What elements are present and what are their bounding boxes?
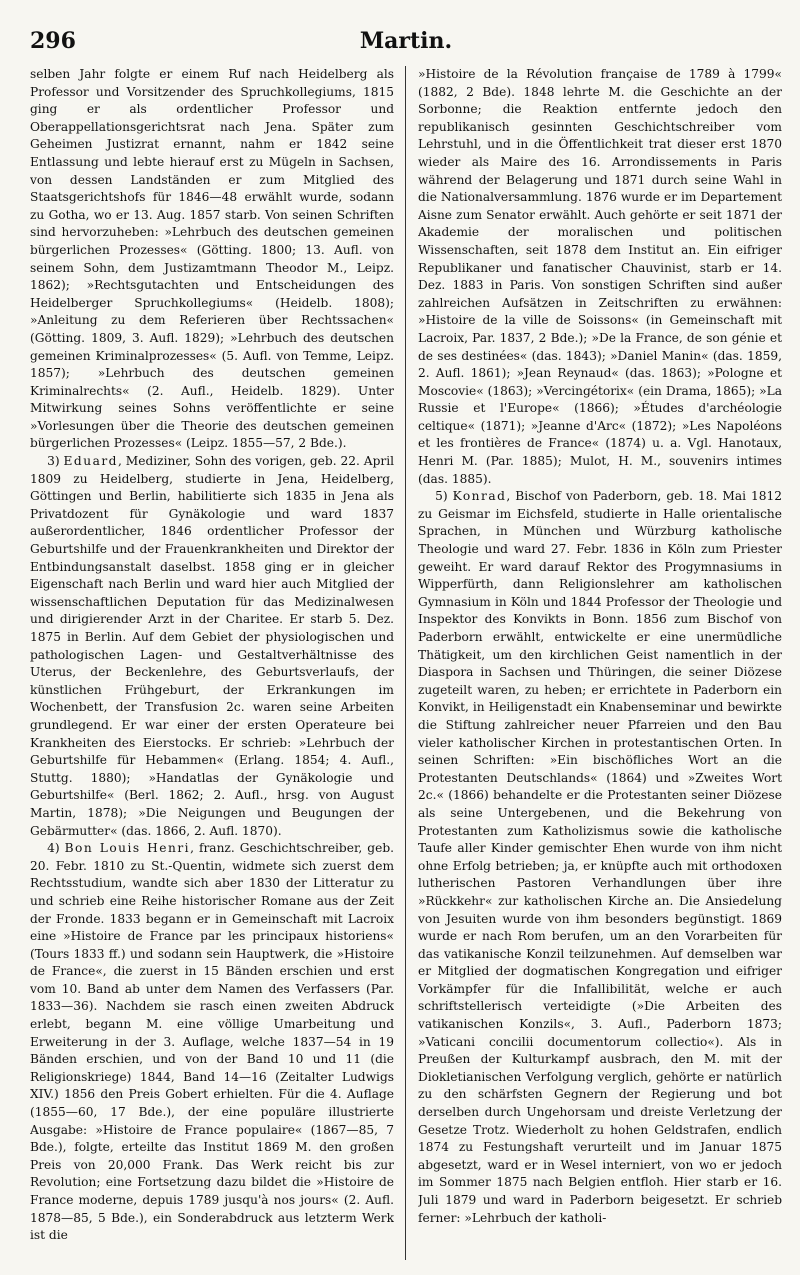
left-column xyxy=(30,66,394,1260)
entry-text: , Mediziner, Sohn des vorigen, geb. 22. April 1809 zu Heidelberg, studierte in Jena, Heidelberg, Göttingen und Berlin, habilitierte sich 1835 in Jena als Privatdozent für Gynäkologie und ward 1837 außerordentlicher, 1846 ordentlicher Professor der Geburtshilfe und der Frauenkrankheiten und Direktor der Entbindungsanstalt daselbst. 1858 ging er in gleicher Eigenschaft nach Berlin und ward hier auch Mitglied der wissenschaftlichen Deputation für das Medizinalwesen und dirigierender Arzt in der Charitee. Er starb 5. Dez. 1875 in Berlin. Auf dem Gebiet der physiologischen und pathologischen Lagen- und Gestaltverhältnisse des Uterus, der Beckenlehre, des Geburtsverlaufs, der künstlichen Frühgeburt, der Erkrankungen im Wochenbett, der Transfusion 2c. waren seine Arbeiten grundlegend. Er war einer der ersten Operateure bei Krankheiten des Eierstocks. Er schrieb: »Lehrbuch der Geburtshilfe für Hebammen« (Erlang. 1854; 4. Aufl., Stuttg. 1880); »Handatlas der Gynäkologie und Geburtshilfe« (Berl. 1862; 2. Aufl., hrsg. von August Martin, 1878); »Die Neigungen und Beugungen der Gebärmutter« (das. 1866, 2. Aufl. 1870). xyxy=(30,454,394,838)
entry-number: 5) xyxy=(435,489,453,504)
page-number: 296 xyxy=(30,28,76,54)
entry-number: 3) xyxy=(47,454,64,469)
entry-name: Konrad xyxy=(452,489,507,504)
entry-eduard xyxy=(30,453,394,840)
entry-name: Eduard xyxy=(63,454,118,469)
entry-continuation: »Histoire de la Révolution française de 1789 à 1799« (1882, 2 Bde). 1848 lehrte M. die Geschichte an der Sorbonne; die Reaktion entfernte jedoch den republikanisch gesinnten Geschichtschreiber vom Lehrstuhl, und in die Öffentlichkeit trat dieser erst 1870 wieder als Maire des 16. Arrondissements in Paris während der Belagerung und 1871 durch seine Wahl in die Nationalversammlung. 1876 wurde er im Departement Aisne zum Senator erwählt. Auch gehörte er seit 1871 der Akademie der moralischen und politischen Wissenschaften, seit 1878 dem Institut an. Ein eifriger Republikaner und fanatischer Chauvinist, starb er 14. Dez. 1883 in Paris. Von sonstigen Schriften sind außer zahlreichen Aufsätzen in Zeitschriften zu erwähnen: »Histoire de la ville de Soissons« (in Gemeinschaft mit Lacroix, Par. 1837, 2 Bde.); »De la France, de son génie et de ses destinées« (das. 1843); »Daniel Manin« (das. 1859, 2. Aufl. 1861); »Jean Reynaud« (das. 1863); »Pologne et Moscovie« (1863); »Vercingétorix« (ein Drama, 1865); »La Russie et l'Europe« (1866); »Études d'archéologie celtique« (1871); »Jeanne d'Arc« (1872); »Les Napoléons et les frontières de France« (1874) u. a. Vgl. Hanotaux, Henri M. (Par. 1885); Mulot, H. M., souvenirs intimes (das. 1885). xyxy=(418,67,782,486)
entry-name: Bon Louis Henri xyxy=(64,841,191,856)
entry-continuation: selben Jahr folgte er einem Ruf nach Heidelberg als Professor und Vorsitzender des Spruchkollegiums, 1815 ging er als ordentlicher Professor und Oberappellationsgerichtsrat nach Jena. Später zum Geheimen Justizrat ernannt, nahm er 1842 seine Entlassung und lebte hierauf erst zu Mügeln in Sachsen, von dessen Landständen er zum Mitglied des Staatsgerichtshofs für 1846—48 erwählt wurde, sodann zu Gotha, wo er 13. Aug. 1857 starb. Von seinen Schriften sind hervorzuheben: »Lehrbuch des deutschen gemeinen bürgerlichen Prozesses« (Götting. 1800; 13. Aufl. von seinem Sohn, dem Justizamtmann Theodor M., Leipz. 1862); »Rechtsgutachten und Entscheidungen des Heidelberger Spruchkollegiums« (Heidelb. 1808); »Anleitung zu dem Referieren über Rechtssachen« (Götting. 1809, 3. Aufl. 1829); »Lehrbuch des deutschen gemeinen Kriminalprozesses« (5. Aufl. von Temme, Leipz. 1857); »Lehrbuch des deutschen gemeinen Kriminalrechts« (2. Aufl., Heidelb. 1829). Unter Mitwirkung seines Sohns veröffentlichte er seine »Vorlesungen über die Theorie des deutschen gemeinen bürgerlichen Prozesses« (Leipz. 1855—57, 2 Bde.). xyxy=(30,67,394,451)
right-column xyxy=(418,66,782,1260)
dictionary-page xyxy=(30,28,782,1260)
text-columns xyxy=(30,66,782,1260)
entry-text: , franz. Geschichtschreiber, geb. 20. Febr. 1810 zu St.-Quentin, widmete sich zuerst dem Rechtsstudium, wandte sich aber 1830 der Litteratur zu und schrieb eine Reihe historischer Romane aus der Zeit der Fronde. 1833 begann er in Gemeinschaft mit Lacroix eine »Histoire de France par les principaux historiens« (Tours 1833 ff.) und sodann sein Hauptwerk, die »Histoire de France«, die zuerst in 15 Bänden erschien und erst vom 10. Band ab unter dem Namen des Verfassers (Par. 1833—36). Nachdem sie rasch einen zweiten Abdruck erlebt, begann M. eine völlige Umarbeitung und Erweiterung in der 3. Auflage, welche 1837—54 in 19 Bänden erschien, und von der Band 10 und 11 (die Religionskriege) 1844, Band 14—16 (Zeitalter Ludwigs XIV.) 1856 den Preis Gobert erhielten. Für die 4. Auflage (1855—60, 17 Bde.), der eine populäre illustrierte Ausgabe: »Histoire de France populaire« (1867—85, 7 Bde.), folgte, erteilte das Institut 1869 M. den großen Preis von 20,000 Frank. Das Werk reicht bis zur Revolution; eine Fortsetzung dazu bildet die »Histoire de France moderne, depuis 1789 jusqu'à nos jours« (2. Aufl. 1878—85, 5 Bde.), ein Sonderabdruck aus letzterm Werk ist die xyxy=(30,841,394,1243)
running-head: Martin. xyxy=(359,28,453,54)
page-header xyxy=(30,28,782,62)
entry-text: , Bischof von Paderborn, geb. 18. Mai 1812 zu Geismar im Eichsfeld, studierte in Halle orientalische Sprachen, in München und Würzburg katholische Theologie und ward 27. Febr. 1836 in Köln zum Priester geweiht. Er ward darauf Rektor des Progymnasiums in Wipperfürth, dann Religionslehrer am katholischen Gymnasium in Köln und 1844 Professor der Theologie und Inspektor des Konvikts in Bonn. 1856 zum Bischof von Paderborn erwählt, entwickelte er eine unermüdliche Thätigkeit, um den kirchlichen Geist namentlich in der Diaspora in Sachsen und Thüringen, die seiner Diözese zugeteilt waren, zu heben; er errichtete in Paderborn ein Konvikt, in Heiligenstadt ein Knabenseminar und bewirkte die Stiftung zahlreicher neuer Pfarreien und den Bau vieler katholischer Kirchen in protestantischen Orten. In seinen Schriften: »Ein bischöfliches Wort an die Protestanten Deutschlands« (1864) und »Zweites Wort 2c.« (1866) behandelte er die Protestanten seiner Diözese als seine Untergebenen, und die Bekehrung von Protestanten zum Katholizismus sowie die katholische Taufe aller Kinder gemischter Ehen wurde von ihm nicht ohne Erfolg betrieben; ja, er knüpfte auch mit orthodoxen lutherischen Pastoren Verhandlungen über ihre »Rückkehr« zur katholischen Kirche an. Die Ansiedelung von Jesuiten wurde von ihm besonders begünstigt. 1869 wurde er nach Rom berufen, um an den Vorarbeiten für das vatikanische Konzil teilzunehmen. Auf demselben war er Mitglied der dogmatischen Kongregation und eifriger Vorkämpfer für die Infallibilität, welche er auch schriftstellerisch verteidigte (»Die Arbeiten des vatikanischen Konzils«, 3. Aufl., Paderborn 1873; »Vaticani concilii documentorum collectio«). Als in Preußen der Kulturkampf ausbrach, den M. mit der Diokletianischen Verfolgung verglich, gehörte er natürlich zu den schärfsten Gegnern der Regierung und bot derselben durch Ungehorsam und dreiste Verletzung der Gesetze Trotz. Wiederholt zu hohen Geldstrafen, endlich 1874 zu Festungshaft verurteilt und im Januar 1875 abgesetzt, ward er in Wesel interniert, von wo er jedoch im Sommer 1875 nach Belgien entfloh. Hier starb er 16. Juli 1879 und ward in Paderborn beigesetzt. Er schrieb ferner: »Lehrbuch der katholi- xyxy=(418,489,782,1225)
entry-number: 4) xyxy=(47,841,65,856)
entry-louis-henri xyxy=(30,840,394,1245)
column-divider xyxy=(405,66,406,1260)
entry-konrad xyxy=(418,488,782,1227)
